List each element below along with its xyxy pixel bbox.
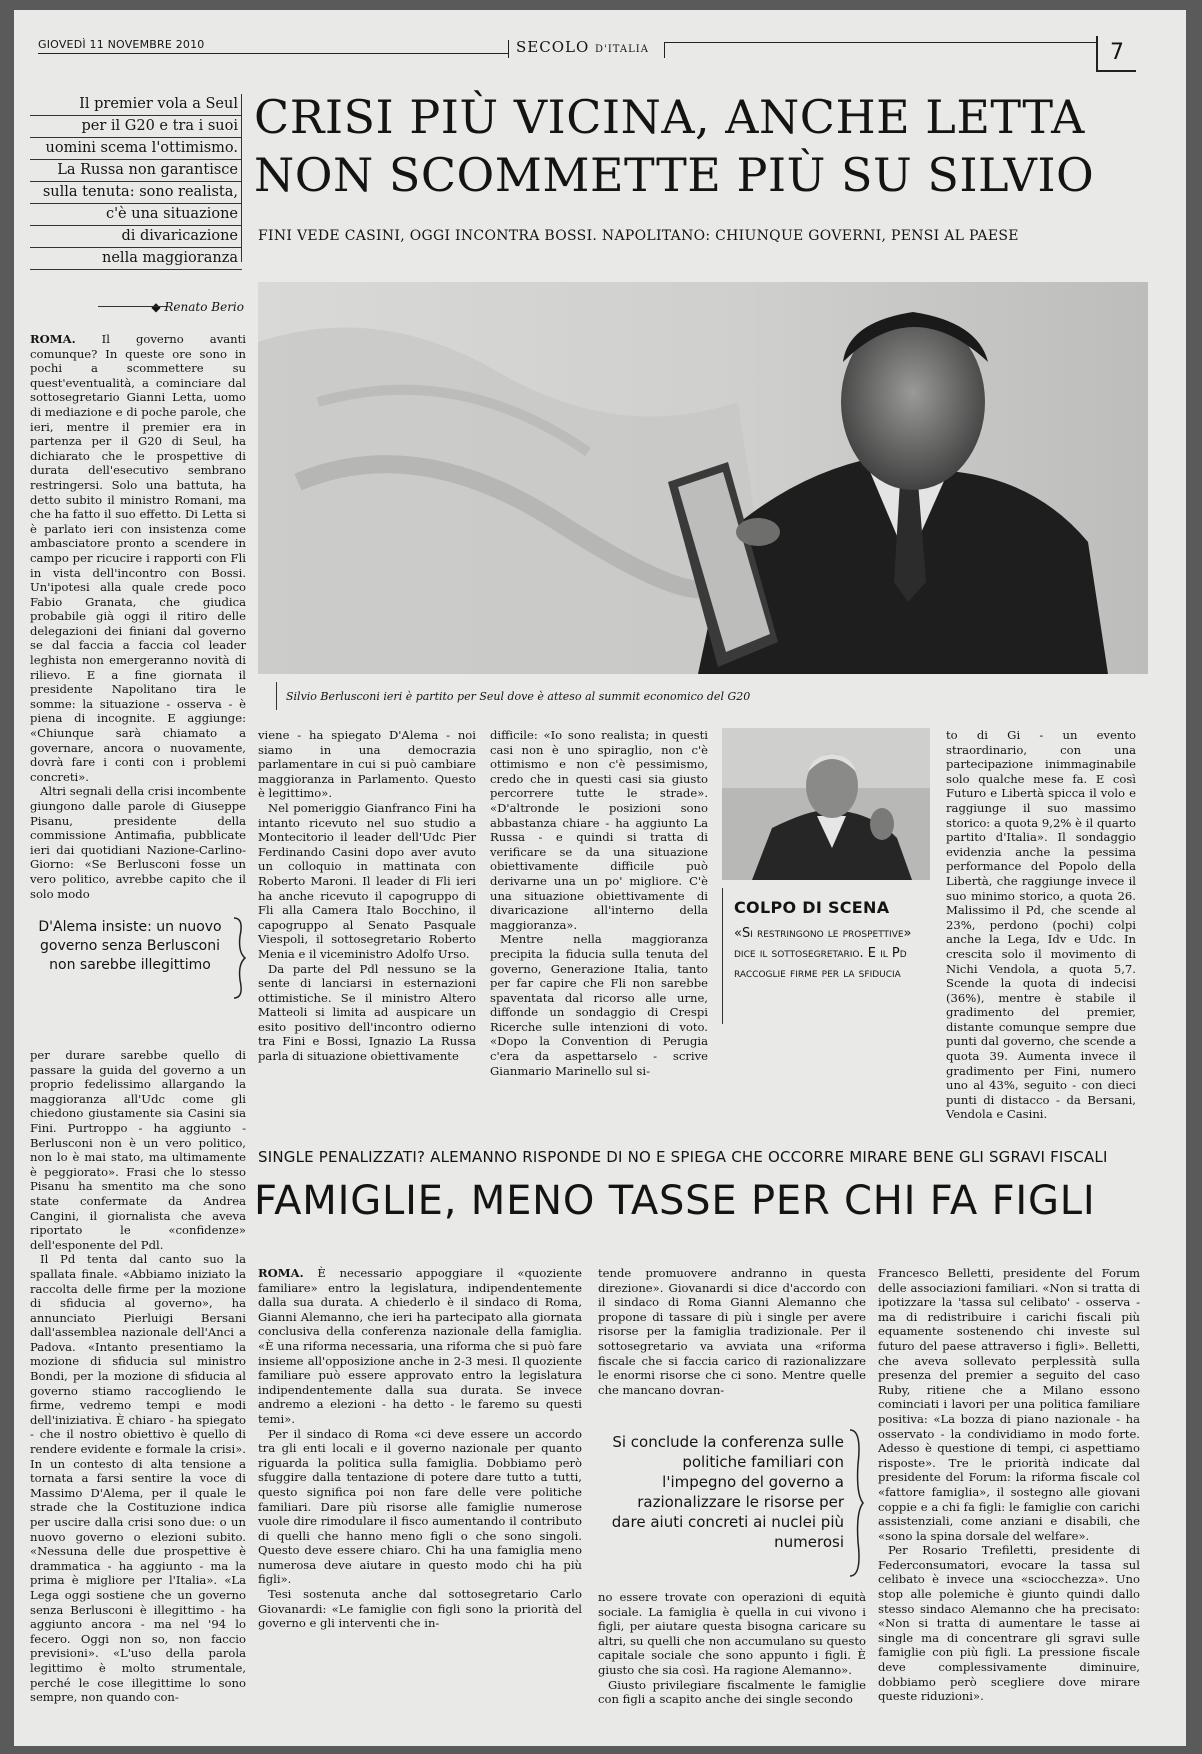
- article-column-2: [258, 728, 476, 1092]
- colpo-di-scena-box: [722, 728, 930, 1058]
- paragraph: Il Pd tenta dal canto suo la spallata finale. «Abbiamo iniziato la raccolta delle firme per la mozione di sfiducia al governo», ha annunciato Pierluigi Bersani dall'assemblea nazionale dell'Anci a Padova. «Intanto presentiamo la mozione di sfiducia sul ministro Bondi, per la mozione di sfiducia al governo stiamo raccogliendo le firme, vedremo tempi e modi dell'iniziativa. È chiaro - ha spiegato - che il nostro obiettivo è quello di rendere evidente e formale la crisi». In un contesto di alta tensione a tornata a farsi sentire la voce di Massimo D'Alema, per il quale le strade che la Costituzione indica per uscire dalla crisi sono due: o un nuovo governo o elezioni subito. «Nessuna delle due prospettive è drammatica - ha aggiunto - ma la prima è migliore per l'Italia». «La Lega oggi sostiene che un governo senza Berlusconi è illegittimo - ha aggiunto ancora - ma nel '94 lo fecero. Oggi non so, non faccio previsioni». «L'uso della parola legittimo è molto strumentale, perché le cose illegittime lo sono sempre, non quando con-: [30, 1252, 246, 1705]
- letta-photo: [722, 728, 930, 880]
- article2-column-2: [598, 1266, 866, 1397]
- pull-quote-dalema: D'Alema insiste: un nuovo governo senza Berlusconi non sarebbe illegittimo: [38, 919, 222, 973]
- paragraph: per durare sarebbe quello di passare la guida del governo a un proprio fedelissimo allargando la maggioranza all'Udc come gli chiedono giustamente sia Casini sia Fini. Purtroppo - ha aggiunto - Berlusconi non è un vero politico, non lo è mai stato, ma ultimamente è peggiorato». Frasi che lo stesso Pisanu ha smentito ma che sono state confermate da Andrea Cangini, il giornalista che aveva riportato le «confidenze» dell'esponente del Pdl.: [30, 1048, 246, 1252]
- article-column-3: [490, 728, 708, 1092]
- paragraph: È necessario appoggiare il «quoziente familiare» entro la legislatura, indipendentemente dalla sua durata. A chiederlo è il sindaco di Roma, Gianni Alemanno, che ieri ha partecipato alla giornata conclusiva della conferenza nazionale della famiglia. «È una riforma necessaria, una riforma che si può fare insieme all'opposizione anche in 2-3 mesi. Il quoziente familiare può essere approvato entro la legislatura indipendentemente dalla sua durata. Se invece andremo a elezioni - ha detto - le faremo su questi temi».: [258, 1266, 583, 1426]
- dateline: ROMA.: [258, 1266, 304, 1280]
- page-number: 7: [1110, 40, 1124, 65]
- article2-column-2-continued: [598, 1590, 866, 1742]
- article-column-5: [946, 728, 1136, 1122]
- paragraph: Nel pomeriggio Gianfranco Fini ha intanto ricevuto nel suo studio a Montecitorio il leader dell'Udc Pier Ferdinando Casini dopo aver avuto un colloquio in mattinata con Roberto Maroni. Il leader di Fli ieri ha anche ricevuto il capogruppo di Fli alla Camera Italo Bocchino, il capogruppo al Senato Pasquale Viespoli, il sottosegretario Roberto Menia e il viceministro Adolfo Urso.: [258, 800, 476, 961]
- berlusconi-photo: [258, 282, 1148, 674]
- masthead-divider-right: [664, 42, 665, 58]
- masthead-divider: [508, 40, 509, 58]
- paragraph: Il governo avanti comunque? In queste ore sono in pochi a scommettere su quest'eventualità, a cominciare dal sottosegretario Gianni Letta, uomo di mediazione e di poche parole, che ieri, mentre il premier era in partenza per il G20 di Seul, ha dichiarato che le prospettive di durata dell'esecutivo sembrano restringersi. Solo una battuta, ha detto subito il ministro Romani, ma che ha fatto il suo effetto. Di Letta si è parlato ieri con insistenza come ambasciatore pronto a scendere in campo per ricucire i rapporti con Fli in vista dell'incontro con Bossi. Un'ipotesi alla quale crede poco Fabio Granata, che giudica probabile già oggi il ritiro delle delegazioni dei finiani dal governo se dal faccia a faccia col leader leghista non emergeranno novità di rilievo. E a fine giornata il presidente Napolitano tira le somme: la situazione - osserva - è piena di incognite. E aggiunge: «Chiunque sarà chiamato a governare, ancora o nuovamente, dovrà fare i conti con i problemi concreti».: [30, 332, 246, 784]
- summary-line: c'è una situazione: [30, 204, 242, 226]
- summary-line: sulla tenuta: sono realista,: [30, 182, 242, 204]
- paragraph: Giusto privilegiare fiscalmente le famiglie con figli a scapito anche dei single secondo: [598, 1677, 866, 1707]
- masthead-rule-left: [38, 53, 508, 54]
- paragraph: Da parte del Pdl nessuno se la sente di lanciarsi in esternazioni ottimistiche. Se il ministro Altero Matteoli si limita ad auspicare un esito positivo dell'incontro odierno tra Fini e Bossi, Ignazio La Russa parla di situazione obiettivamente: [258, 961, 476, 1064]
- summary-line: La Russa non garantisce: [30, 160, 242, 182]
- paragraph: to di Gi - un evento straordinario, con una partecipazione inimmaginabile solo qualche mese fa. E così Futuro e Libertà spicca il volo e raggiunge il suo massimo storico: a quota 9,2% è il quarto partito d'Italia». Il sondaggio evidenzia anche la pessima performance del Popolo della Libertà, che raggiunge invece il suo minimo storico, a quota 26. Malissimo il Pd, che scende al 23%, perdono (pochi) colpi anche la Lega, Idv e Udc. In crescita solo il movimento di Nichi Vendola, a quota 5,7. Scende la quota di indecisi (36%), mentre è stabile il gradimento del premier, distante comunque sempre due punti dal governo, che scende a quota 39. Aumenta invece il gradimento per Fini, numero uno al 43%, seguito - con dieci punti di distacco - da Bersani, Vendola e Casini.: [946, 728, 1136, 1122]
- newspaper-name: SECOLO D'ITALIA: [516, 38, 649, 56]
- paragraph: difficile: «Io sono realista; in questi casi non è uno spiraglio, non c'è ottimismo e non c'è pessimismo, credo che in questi casi sia giusto percorrere tutte le strade». «D'altronde le posizioni sono abbastanza chiare - ha aggiunto La Russa - e quindi si tratta di verificare se da una situazione obiettivamente difficile può derivarne una un po' migliore. C'è una situazione obiettivamente di divaricazione all'interno della maggioranza».: [490, 728, 708, 932]
- summary-line: uomini scema l'ottimismo.: [30, 138, 242, 160]
- summary-line: nella maggioranza: [30, 248, 242, 270]
- byline: ◆ Renato Berio: [104, 300, 244, 314]
- article2-kicker: SINGLE PENALIZZATI? ALEMANNO RISPONDE DI NO E SPIEGA CHE OCCORRE MIRARE BENE GLI SGRAVI FISCALI: [258, 1148, 1108, 1166]
- caption-rule: [276, 682, 277, 710]
- dateline: ROMA.: [30, 332, 76, 346]
- article2-column-3: [878, 1266, 1140, 1742]
- summary-line: per il G20 e tra i suoi: [30, 116, 242, 138]
- issue-date: GIOVEDÌ 11 NOVEMBRE 2010: [38, 38, 205, 51]
- paragraph: tende promuovere andranno in questa direzione». Giovanardi si dice d'accordo con il sindaco di Roma Gianni Alemanno che propone di tassare di più i single per avere risorse per la famiglia tradizionale. Per il sottosegretario va avviata una «riforma fiscale che si faccia carico di razionalizzare le enormi risorse che ci sono. Mentre quelle che mancano dovran-: [598, 1266, 866, 1397]
- paragraph: no essere trovate con operazioni di equità sociale. La famiglia è quella in cui vivono i figli, per aiutare questa bisogna caricare su altri, su quelli che non accumulano su questo capitale sociale che sono appunto i figli. È giusto che sia così. Ha ragione Alemanno».: [598, 1590, 866, 1677]
- paragraph: Tesi sostenuta anche dal sottosegretario Carlo Giovanardi: «Le famiglie con figli sono la priorità del governo e gli interventi che in-: [258, 1587, 582, 1631]
- photo-caption: Silvio Berlusconi ieri è partito per Seul dove è atteso al summit economico del G20: [286, 690, 751, 703]
- pull-quote-conferenza: Si conclude la conferenza sulle politiche familiari con l'impegno del governo a razionalizzare le risorse per dare aiuti concreti ai nuclei più numerosi: [611, 1433, 844, 1551]
- article-column-1-continued: [30, 1048, 246, 1740]
- brace-decoration: [848, 1428, 864, 1578]
- summary-line: di divaricazione: [30, 226, 242, 248]
- article2-column-1: [258, 1266, 582, 1742]
- masthead-rule-right: [664, 42, 1096, 43]
- subheadline: FINI VEDE CASINI, OGGI INCONTRA BOSSI. NAPOLITANO: CHIUNQUE GOVERNI, PENSI AL PAESE: [258, 228, 1019, 244]
- paragraph: Per Rosario Trefiletti, presidente di Federconsumatori, evocare la tassa sul celibato è invece una «sciocchezza». Uno stop alle polemiche è giunto quindi dallo stesso sindaco Alemanno che ha precisato: «Non si tratta di aumentare le tasse ai single ma di concentrare gli sgravi sulle famiglie con più figli. La pressione fiscale deve complessivamente diminuire, dobbiamo però scegliere dove mirare queste riduzioni».: [878, 1543, 1140, 1704]
- headline-line-1: CRISI PIÙ VICINA, ANCHE LETTA: [254, 90, 1085, 144]
- paragraph: Mentre nella maggioranza precipita la fiducia sulla tenuta del governo, Generazione Italia, tanto per far capire che Fli non sarebbe spaventata dal ricorso alle urne, diffonde un sondaggio di Crespi Ricerche sulle intenzioni di voto. «Dopo la Convention di Perugia c'era da aspettarselo - scrive Gianmario Marinello sul si-: [490, 932, 708, 1078]
- box-title: COLPO DI SCENA: [734, 898, 890, 917]
- brace-decoration: [232, 916, 246, 1000]
- paragraph: viene - ha spiegato D'Alema - noi siamo in una democrazia parlamentare in cui si può cambiare maggioranza in Parlamento. Questo è legittimo».: [258, 728, 476, 801]
- newspaper-name-suffix: D'ITALIA: [595, 44, 649, 55]
- headline-line-2: NON SCOMMETTE PIÙ SU SILVIO: [254, 148, 1095, 202]
- newspaper-page: [14, 10, 1186, 1746]
- box-text: «Si restringono le prospettive» dice il sottosegretario. E il Pd raccoglie firme per la sfiducia: [734, 926, 912, 981]
- article-column-1: [30, 332, 246, 901]
- paragraph: Per il sindaco di Roma «ci deve essere un accordo tra gli enti locali e il governo nazionale per quanto riguarda la politica sulla famiglia. Dobbiamo però sfuggire dalla tentazione di potere dare tutto a tutti, questo significa poi non fare delle vere politiche familiari. Dare più risorse alle famiglie numerose vuole dire rimodulare il fisco aumentando il contributo di quelli che hanno meno figli o che sono singoli. Questo deve essere chiaro. Chi ha una famiglia meno numerosa deve aiutare in questo modo chi ha più figli».: [258, 1426, 582, 1587]
- paragraph: Francesco Belletti, presidente del Forum delle associazioni familiari. «Non si tratta di ipotizzare la 'tassa sul celibato' - osserva - ma di redistribuire i carichi fiscali più equamente sostenendo chi investe sul futuro del paese attraverso i figli». Belletti, che aveva sollevato perplessità sulla presenza del premier a seguito del caso Ruby, ritiene che a Milano essono cominciati i lavori per una politica familiare positiva: «La bozza di piano nazionale - ha osservato - la condividiamo in modo forte. Adesso è questione di tempi, ci aspettiamo risposte». Tre le priorità indicate dal presidente del Forum: la riforma fiscale col «fattore famiglia», il sostegno alle giovani coppie e a chi fa figli: le famiglie con carichi assistenziali, come anziani e disabili, che «sono la spina dorsale del welfare».: [878, 1266, 1140, 1543]
- main-headline: [254, 88, 1134, 204]
- summary-line: Il premier vola a Seul: [30, 94, 242, 116]
- paragraph: Altri segnali della crisi incombente giungono dalle parole di Giuseppe Pisanu, presidente della commissione Antimafia, pubblicate ieri dai quotidiani Nazione-Carlino-Giorno: «Se Berlusconi fosse un vero politico, avrebbe capito che il solo modo: [30, 784, 246, 901]
- summary-box: [30, 94, 242, 270]
- article2-headline: FAMIGLIE, MENO TASSE PER CHI FA FIGLI: [254, 1178, 1096, 1224]
